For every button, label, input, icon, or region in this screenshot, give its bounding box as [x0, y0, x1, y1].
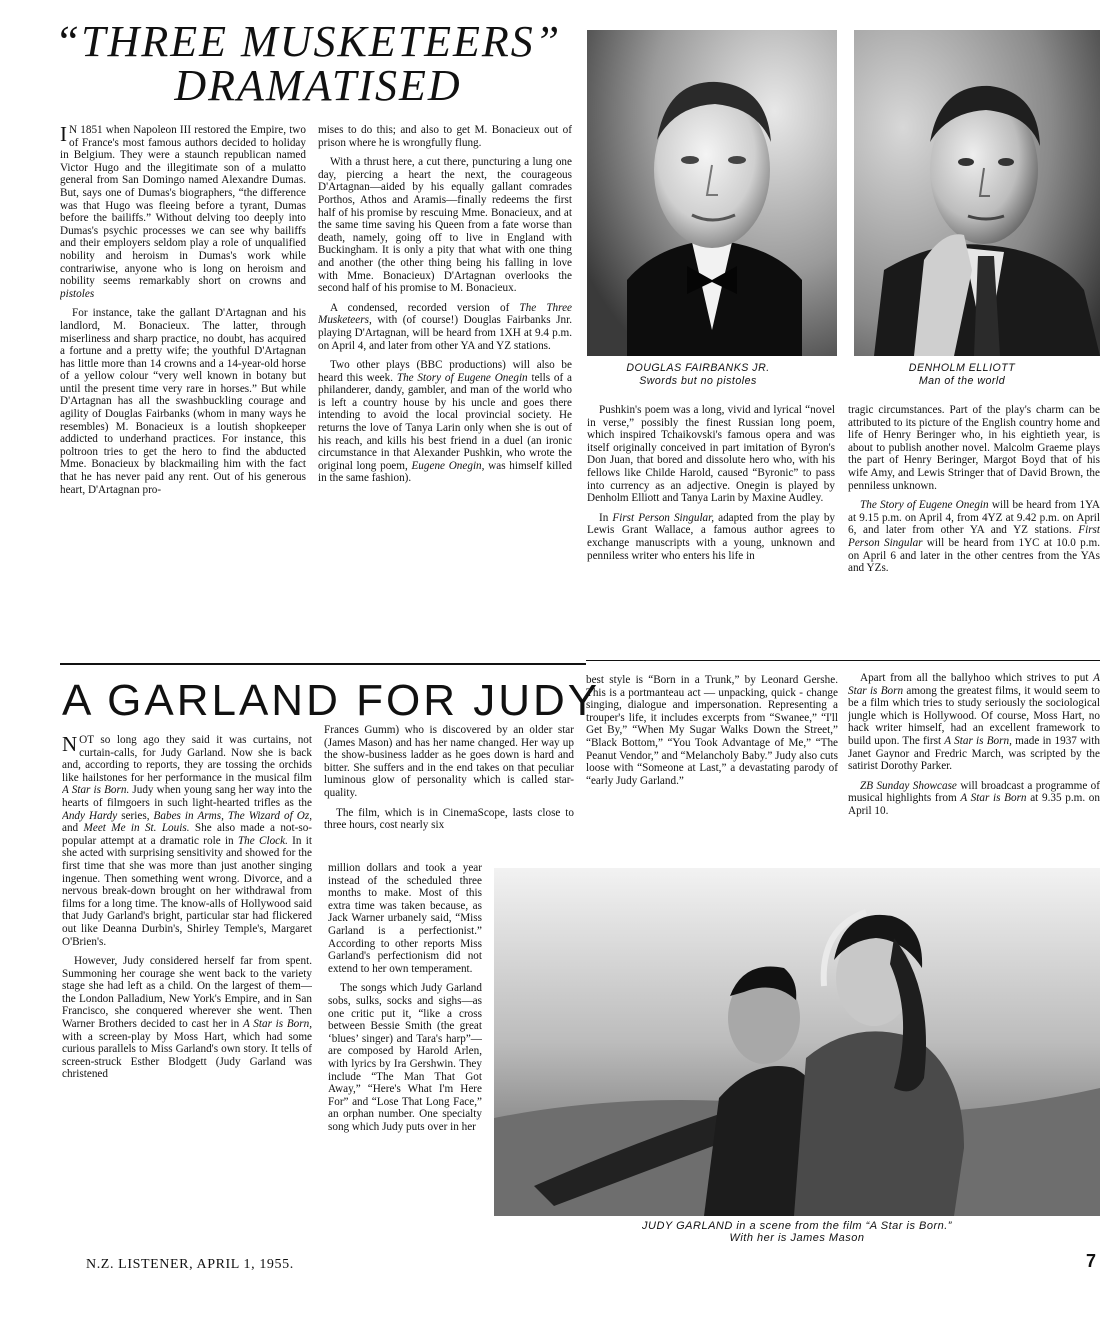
text: Apart from all the ballyhoo which strives to put: [860, 672, 1089, 684]
paragraph: million dollars and took a year instead of the scheduled three months to make. Most of this extra time was taken because, as Jack Warner urbanely said, “Miss Garland is a perfectionist.” According to other reports Miss Garland's perfectionism did not extend to her own temperament.: [328, 862, 482, 975]
masthead-footer: N.Z. LISTENER, APRIL 1, 1955.: [86, 1257, 294, 1272]
italic-text: Meet Me in St. Louis.: [83, 822, 190, 835]
italic-text: Eugene Onegin,: [411, 459, 485, 472]
paragraph: [318, 302, 572, 352]
italic-text: pistoles: [60, 287, 95, 300]
italic-text: The Story of Eugene Onegin: [396, 371, 528, 384]
page-number: 7: [1086, 1251, 1097, 1271]
text: tells of a philanderer, dandy, gambler, and man of the world who is left a country house by his uncle and goes there intending to avoid the local provincial society. He returns the love of Tanya Larin only when she is out of his reach, and kills his best friend in a duel (an ironic circumstance in that Alexander Pushkin, who wrote the original long poem,: [318, 371, 572, 472]
headline-line-1: “THREE MUSKETEERS”: [54, 17, 562, 66]
article1-column-4: [848, 404, 1100, 660]
paragraph: [60, 124, 306, 300]
caption-line-1: [494, 1220, 1100, 1232]
portrait-illustration: [587, 30, 837, 356]
paragraph: tragic circumstances. Part of the play's charm can be attributed to its picture of the English country home and life of Henry Beringer who, in his eightieth year, is about to publish another novel. Malcolm Graeme plays the part of Henry Beringer, Margot Boyd that of his wife Amy, and Lewis Stringer that of David Brown, the penniless unknown.: [848, 404, 1100, 492]
paragraph: [62, 734, 312, 948]
article2-headline: A GARLAND FOR JUDY: [62, 676, 601, 725]
text: In: [599, 511, 609, 524]
article1-column-1: [60, 124, 306, 664]
caption-name: DENHOLM ELLIOTT: [908, 362, 1016, 374]
caption-judy-garland: [494, 1220, 1100, 1244]
portrait-illustration: [854, 30, 1100, 356]
paragraph: For instance, take the gallant D'Artagnan and his landlord, M. Bonacieux. The latter, through miserliness and sharp practice, no doubt, has acquired a fortune and a pretty wife; the youthful D'Artagnan has little more than 14 crowns and a 14-year-old horse of a yellow colour “very well known in botany but until the present time very rare in horses.” But while D'Artagnan has all the swashbuckling courage and agility of Douglas Fairbanks (whom in many ways he resembles) M. Bonacieux is a loutish shopkeeper addicted to underhand practices. For instance, this poltroon tries to get the hero to find the abducted Mme. Bonacieux by blackmailing him with the fact that he has never paid any rent. Out of his generous heart, D'Artagnan pro-: [60, 307, 306, 496]
article2-column-4: [848, 672, 1100, 858]
paragraph: [848, 672, 1100, 773]
text: at 9.35 p.m. on April 10.: [848, 792, 1100, 817]
article2-column-1: [62, 734, 312, 1254]
text: with a screen-play by Moss Hart, which had some curious parallels to Miss Garland's own story. It tells of screen-struck Esther Blodgett (Judy Garland was christened: [62, 1030, 312, 1081]
paragraph: The film, which is in CinemaScope, lasts close to three hours, cost nearly six: [324, 806, 574, 832]
caption-subtitle: Man of the world: [918, 375, 1006, 387]
italic-text: The Clock.: [237, 834, 288, 847]
text: series,: [121, 809, 150, 822]
italic-text: A Star is Born: [848, 672, 1100, 697]
paragraph: [848, 499, 1100, 575]
caption-name: DOUGLAS FAIRBANKS JR.: [626, 362, 770, 374]
text: adapted from the play by Lewis Grant Wallace, a famous author agrees to exchange manuscripts with a young, unknown and penniless writer who enters his life in: [587, 511, 835, 562]
italic-text: A Star is Born.: [62, 784, 130, 797]
horizontal-divider: [60, 663, 586, 665]
caption-text: in a scene from the film “A Star is Born.”: [736, 1220, 952, 1232]
text: will broadcast a programme of musical highlights from: [848, 779, 1100, 805]
paragraph: Pushkin's poem was a long, vivid and lyrical “novel in verse,” possibly the finest Russian long poem, which inspired Tchaikovski's famous opera and was itself originally conceived in part imitation of Byron's Don Juan, that bored and dissolute hero who, with his fellows like Childe Harold, caused “Byronic” to pass into currency as an adjective. Onegin is played by Denholm Elliott and Tanya Larin by Maxine Audley.: [587, 404, 835, 505]
paragraph: With a thrust here, a cut there, puncturing a lung one day, piercing a heart the next, the courageous D'Artagnan—aided by his equally gallant comrades Porthos, Athos and Aramis—finally redeems the first half of his promise by rescuing Mme. Bonacieux, and at the same time saving his Queen from a fate worse than death, namely, going off to live in England with Buckingham. It is only a pity that what with one thing and another (the other thing being his falling in love with Mme. Bonacieux) D'Artagnan overlooks the second half of his promise to M. Bonacieux.: [318, 156, 572, 295]
italic-text: A Star is Born,: [242, 1018, 312, 1031]
text: was himself killed in the same fashion).: [318, 459, 572, 485]
caption-subtitle: Swords but no pistoles: [639, 375, 757, 387]
text: with (of course!) Douglas Fairbanks Jnr. playing D'Artagnan, will be heard from 1XH at 9.4 p.m. on April 4, and later from other YA and YZ stations.: [318, 314, 572, 352]
paragraph: The songs which Judy Garland sobs, sulks, socks and sighs—as one critic put it, “like a cross between Bessie Smith (the great ‘blues’ singer) and Tara's harp”—are composed by Harold Arlen, with lyrics by Ira Gershwin. They include “The Man That Got Away,” “Here's What I'm Here For” and “Lose That Long Face,” an orphan number. One specialty song which Judy puts over in her: [328, 982, 482, 1133]
italic-text: The Story of Eugene Onegin: [860, 499, 989, 512]
text: OT so long ago they said it was curtains, not curtain-calls, for Judy Garland. Now she is back and, according to reports, they are tossing the orchids like hailstones for her performance in the musical film: [62, 734, 312, 784]
article2-column-2-narrow: [328, 862, 482, 1254]
paragraph-text: N 1851 when Napoleon III restored the Empire, two of France's most famous authors decided to holiday in Belgium. They were a staunch republican named Victor Hugo and the illegitimate son of a mulatto general from San Domingo named Alexandre Dumas. But, says one of Dumas's biographers, “the difference was that Hugo was fleeing before a tyrant, Dumas before the bailiffs.” Without delving too deeply into Dumas's psychic processes we can see why bailiffs and their employers seldom play a role of unqualified nobility and heroism in Dumas's work while contrariwise, anyone who is long on heroism and nobility seems remarkably short on crowns and: [60, 124, 306, 288]
text: Judy when young sang her way into the hearts of filmgoers in such light-hearted trifles as the: [62, 784, 312, 809]
italic-text: Andy Hardy: [62, 809, 118, 822]
photo-denholm-elliott: [854, 30, 1100, 356]
text: She also made a not-so-popular attempt at a dramatic role in: [62, 822, 312, 847]
paragraph: [318, 359, 572, 485]
text: However, Judy considered herself far from spent. Summoning her courage she went back to the variety stage she had left as a child. On the largest of them—the London Palladium, New York's Empire, and in San Francisco, she conquered wherever she went. Then Warner Brothers decided to cast her in: [62, 955, 312, 1031]
text: will be heard from 1YC at 10.0 p.m. on April 6 and later in the other centres from the YAs and YZs.: [848, 536, 1100, 575]
photo-judy-garland: [494, 868, 1100, 1216]
italic-text: Babes in Arms, The Wizard of Oz,: [153, 809, 312, 822]
italic-text: First Person Singular,: [612, 511, 715, 524]
text: will be heard from 1YA at 9.15 p.m. on April 4, from 4YZ at 9.42 p.m. on April 6, and later from other YA and YZ stations.: [848, 499, 1100, 537]
text: made in 1937 with Janet Gaynor and Fredric March, was scripted by the satirist Dorothy Parker.: [848, 734, 1100, 773]
text: A condensed, recorded version of: [330, 301, 510, 314]
headline-line-2: DRAMATISED: [174, 61, 462, 110]
italic-text: A Star is Born: [960, 792, 1027, 805]
film-still-illustration: [494, 868, 1100, 1216]
photo-douglas-fairbanks: [587, 30, 837, 356]
article2-column-3: [586, 674, 838, 858]
article2-column-2: [324, 724, 574, 850]
article1-headline: [28, 17, 588, 110]
text: In it she acted with surprising sensitivity and showed for the first time that she was more than just another singing ingenue. Then something went wrong. Divorce, and a nervous break-down brought on her withdrawal from films for a long time. The know-alls of Hollywood said that Judy Garland's bright, particular star had flickered out like Deanna Durbin's, Shirley Temple's, Margaret O'Brien's.: [62, 834, 312, 948]
caption-line-2: With her is James Mason: [729, 1232, 865, 1244]
paragraph: [848, 780, 1100, 818]
italic-text: ZB Sunday Showcase: [860, 779, 957, 792]
dropcap: N: [62, 734, 78, 756]
text: Two other plays (BBC productions) will also be heard this week.: [318, 359, 572, 384]
text: among the greatest films, it would seem to be a film which tries to study seriously the sociological jungle which is Hollywood. Of course, Moss Hart, no hack writer himself, had an excellent framework to build upon. The first: [848, 684, 1100, 747]
paragraph: [62, 955, 312, 1081]
caption-douglas-fairbanks: [587, 362, 809, 388]
caption-denholm-elliott: [854, 362, 1070, 388]
paragraph: mises to do this; and also to get M. Bonacieux out of prison where he is wrongfully flung.: [318, 124, 572, 149]
italic-text: First Person Singular: [848, 524, 1100, 549]
text: and: [62, 822, 79, 835]
dropcap: I: [60, 124, 67, 146]
horizontal-divider-right: [586, 660, 1100, 661]
italic-text: A Star is Born,: [944, 734, 1012, 747]
paragraph: best style is “Born in a Trunk,” by Leonard Gershe. This is a portmanteau act — unpacking, quick - change singing, dialogue and impersonation. Representing a trouper's life, it includes excerpts from “Swanee,” “I'll Get By,” “When My Sugar Walks Down the Street,” “Black Bottom,” “You Took Advantage of Me,” “The Peanut Vendor,” and “Melancholy Baby.” Judy also cuts loose with “Someone at Last,” a devastating parody of “early Judy Garland.”: [586, 674, 838, 787]
article1-column-3: [587, 404, 835, 660]
caption-name: JUDY GARLAND: [642, 1220, 733, 1232]
italic-text: The Three Musketeers,: [318, 301, 572, 327]
paragraph: [587, 512, 835, 562]
article1-column-2: [318, 124, 572, 664]
paragraph: Frances Gumm) who is discovered by an older star (James Mason) and has her name changed. Her way up the show-business ladder as he goes down is hard and bitter. She suffers and in the end takes on that peculiar luminous glow of personality which is called star-quality.: [324, 724, 574, 799]
